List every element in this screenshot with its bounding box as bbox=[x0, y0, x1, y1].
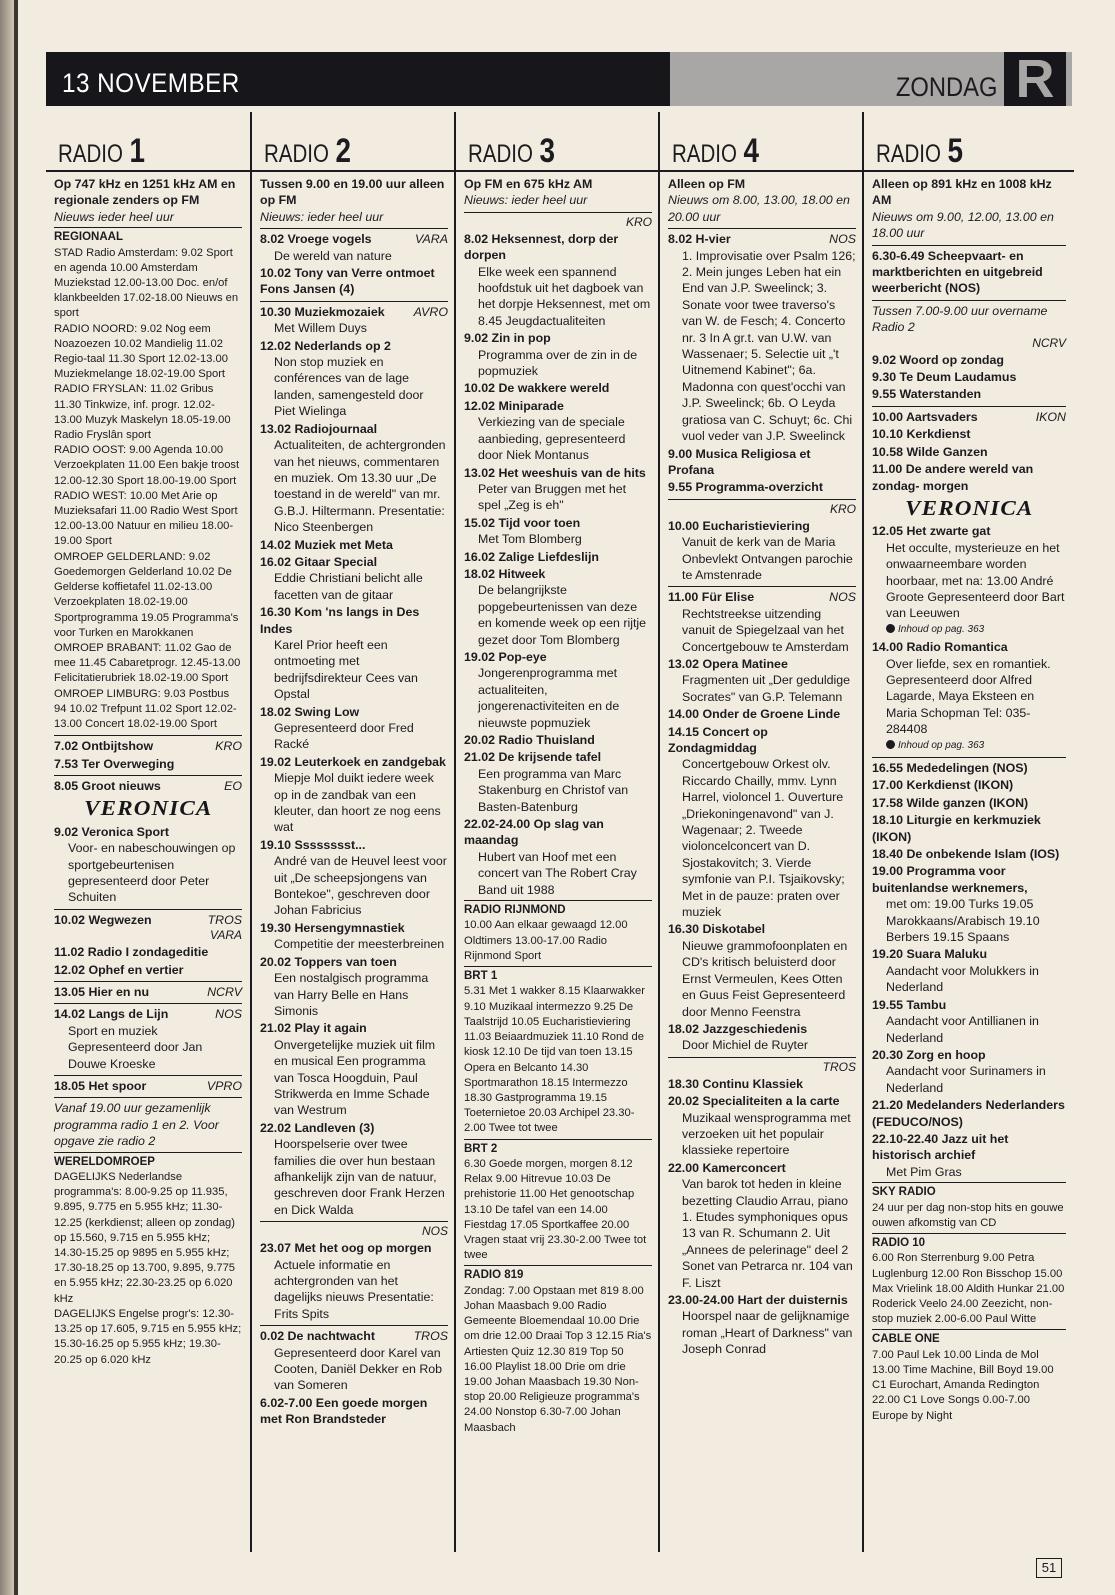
program-title: 12.02 Nederlands op 2 bbox=[260, 338, 391, 353]
program-title: 9.55 Programma-overzicht bbox=[668, 480, 823, 495]
program-title: 18.02 Hitweek bbox=[464, 566, 546, 581]
program-title: 9.02 Woord op zondag bbox=[872, 352, 1004, 367]
program-title: 22.02-24.00 Op slag van maandag bbox=[464, 817, 604, 848]
station-heading bbox=[660, 112, 864, 172]
program-entry bbox=[260, 228, 448, 247]
program-description: Een programma van Marc Stakenburg en Christof van Basten-Batenburg bbox=[478, 766, 629, 814]
program-title: 18.02 Jazzgeschiedenis bbox=[668, 1021, 808, 1036]
program-description: Van barok tot heden in kleine bezetting Claudio Arrau, piano 1. Etudes symphoniques opus 13 van R. Schumann 2. Uit „Annees de pelerinage" deel 2 Sonet van Petrarca nr. 104 van F. Liszt bbox=[682, 1177, 853, 1290]
regional-listing: RADIO WEST: 10.00 Met Arie op Muzieksafari 11.00 Radio West Sport 12.00-13.00 Natuur en milieu 18.00-19.00 Sport bbox=[54, 489, 238, 548]
regional-listing: DAGELIJKS Nederlandse programma's: 8.00-9.25 op 11.935, 9.895, 9.775 en 5.955 kHz; 11.30-12.25 (kerkdienst; alleen op zondag) op 15.560, 9.715 en 5.955 kHz; 14.30-15.25 op 9895 en 5.955 kHz; 17.30-18.25 op 13.700, 9.895, 9.775 en 5.955 kHz; 22.30-23.25 op 6.020 kHz bbox=[54, 1171, 236, 1305]
broadcaster-label: NOS bbox=[215, 1007, 242, 1022]
program-title: 10.00 Aartsvaders bbox=[872, 409, 978, 424]
program-title: 7.02 Ontbijtshow bbox=[54, 739, 154, 754]
program-title: 8.02 H-vier bbox=[668, 232, 731, 247]
section-heading: CABLE ONE bbox=[872, 1329, 1066, 1347]
broadcaster-label: TROS bbox=[413, 1329, 448, 1344]
program-title: 23.00-24.00 Hart der duisternis bbox=[668, 1293, 848, 1307]
broadcaster-label: KRO bbox=[464, 212, 652, 230]
program-description: Een nostalgisch programma van Harry Belle en Hans Simonis bbox=[274, 971, 429, 1018]
schedule-grid bbox=[46, 112, 1072, 1552]
program-title: 23.07 Met het oog op morgen bbox=[260, 1241, 432, 1256]
station-column-radio-4 bbox=[658, 112, 864, 1552]
page-spine-edge bbox=[14, 0, 18, 1595]
station-name: RADIO bbox=[672, 140, 737, 168]
station-column-radio-1 bbox=[46, 112, 250, 1552]
program-description: Actualiteiten, de achtergronden van het nieuws, commentaren en muziek. Om 13.30 uur „De toestand in de wereld" van mr. G.B.J. Hiltermann. Presentatie: Nico Steenbergen bbox=[274, 438, 446, 535]
regional-listing: 7.00 Paul Lek 10.00 Linda de Mol 13.00 Time Machine, Bill Boyd 19.00 C1 Eurochart, Amanda Redington 22.00 C1 Love Songs 0.00-7.00 Europe by Night bbox=[872, 1348, 1054, 1422]
broadcaster-label: NCRV bbox=[1032, 335, 1066, 350]
program-title: 18.05 Het spoor bbox=[54, 1079, 147, 1094]
program-description: Met Tom Blomberg bbox=[478, 532, 582, 547]
station-heading bbox=[252, 112, 456, 172]
program-title: 11.00 De andere wereld van zondag- morgen bbox=[872, 462, 1034, 493]
program-description: Non stop muziek en conférences van de lage landen, samengesteld door Piet Wielinga bbox=[274, 355, 424, 419]
station-name: RADIO bbox=[264, 140, 329, 168]
station-number: 3 bbox=[539, 132, 556, 170]
station-column-radio-2 bbox=[250, 112, 456, 1552]
program-description: Miepje Mol duikt iedere week op in de zandbak van een kleuter, dan hoort ze nog eens wat bbox=[274, 771, 441, 835]
news-info: Nieuws om 9.00, 12.00, 13.00 en 18.00 uur bbox=[872, 209, 1054, 241]
program-description: Eddie Christiani belicht alle facetten van de gitaar bbox=[274, 571, 423, 602]
program-title: 21.02 De krijsende tafel bbox=[464, 750, 602, 765]
program-title: 10.10 Kerkdienst bbox=[872, 427, 971, 442]
program-entry bbox=[872, 406, 1066, 425]
section-heading: BRT 2 bbox=[464, 1139, 652, 1157]
program-title: 17.58 Wilde ganzen (IKON) bbox=[872, 795, 1029, 810]
station-number: 4 bbox=[743, 132, 760, 170]
station-heading bbox=[864, 112, 1074, 172]
news-info: Vanaf 19.00 uur gezamenlijk programma radio 1 en 2. Voor opgave zie radio 2 bbox=[54, 1097, 242, 1149]
radio-section-mark: R bbox=[1004, 52, 1066, 106]
program-title: 13.02 Opera Matinee bbox=[668, 656, 788, 671]
program-description: Met Pim Gras bbox=[886, 1164, 962, 1179]
program-title: 19.02 Pop-eye bbox=[464, 649, 547, 664]
broadcaster-label: VARA bbox=[414, 232, 448, 247]
frequency-info: Op FM en 675 kHz AM bbox=[464, 177, 593, 191]
frequency-info: Tussen 9.00 en 19.00 uur alleen op FM bbox=[260, 177, 445, 208]
program-description: Elke week een spannend hoofdstuk uit het dagboek van het dorpje Heksennest, met om 8.45 Jeugdactualiteiten bbox=[478, 264, 651, 328]
day-header bbox=[670, 49, 1072, 109]
program-title: 12.02 Ophef en vertier bbox=[54, 962, 184, 977]
station-title bbox=[468, 132, 555, 171]
program-title: 10.02 Tony van Verre ontmoet Fons Jansen (4) bbox=[260, 266, 435, 297]
station-title bbox=[672, 132, 759, 171]
station-name: RADIO bbox=[468, 140, 533, 168]
program-description: Gepresenteerd door Karel van Cooten, Daniël Dekker en Rob van Someren bbox=[274, 1345, 443, 1393]
program-title: 10.30 Muziekmozaiek bbox=[260, 304, 385, 319]
regional-listing: 6.00 Ron Sterrenburg 9.00 Petra Luglenburg 12.00 Ron Bisschop 15.00 Max Vrielink 18.00 Aldith Hunkar 21.00 Roderick Veelo 24.00 Zeezicht, non-stop muziek 2.00-6.00 Paul Witte bbox=[872, 1252, 1065, 1326]
info-text: Inhoud op pag. 363 bbox=[898, 623, 985, 635]
program-description: Voor- en nabeschouwingen op sportgebeurtenisen gepresenteerd door Peter Schuiten bbox=[68, 841, 236, 905]
program-description: Door Michiel de Ruyter bbox=[682, 1038, 809, 1053]
program-description: Aandacht voor Surinamers in Nederland bbox=[886, 1064, 1046, 1095]
program-title: 12.02 Miniparade bbox=[464, 398, 564, 413]
program-title: 14.02 Muziek met Meta bbox=[260, 537, 393, 552]
broadcaster-label: KRO bbox=[668, 499, 856, 517]
section-heading: RADIO 10 bbox=[872, 1233, 1066, 1251]
regional-listing: DAGELIJKS Engelse progr's: 12.30-13.25 op 17.605, 9.715 en 5.955 kHz; 15.30-16.25 op 5.955 kHz; 19.30-20.25 op 6.020 kHz bbox=[54, 1307, 242, 1366]
program-title: 6.02-7.00 Een goede morgen met Ron Brandsteder bbox=[260, 1395, 428, 1427]
program-title: 14.00 Onder de Groene Linde bbox=[668, 707, 841, 722]
program-description: Muzikaal wensprogramma met verzoeken uit het populair klassieke repertoire bbox=[682, 1110, 851, 1158]
info-icon bbox=[886, 740, 895, 749]
program-description: Karel Prior heeft een ontmoeting met bedrijfsdirekteur Cees van Opstal bbox=[274, 637, 418, 702]
info-reference bbox=[872, 738, 1066, 754]
program-title: 13.02 Radiojournaal bbox=[260, 421, 378, 436]
program-title: 16.02 Zalige Liefdeslijn bbox=[464, 549, 599, 564]
program-title: 10.02 Wegwezen bbox=[54, 912, 152, 927]
program-description: Programma over de zin in de popmuziek bbox=[478, 347, 638, 379]
broadcaster-label: TROS bbox=[668, 1057, 856, 1075]
program-title: 17.00 Kerkdienst (IKON) bbox=[872, 778, 1014, 793]
program-title: 19.30 Hersengymnastiek bbox=[260, 920, 405, 935]
station-heading bbox=[456, 112, 660, 172]
regional-listing: 5.31 Met 1 wakker 8.15 Klaarwakker 9.10 Muzikaal intermezzo 9.25 De Taalstrijd 10.05 Eucharistieviering 11.03 Beiaardmuziek 11.10 Rond de kiosk 12.10 De tijd van toen 13.15 Opera en Belcanto 14.30 Sportmarathon 18.15 Intermezzo 18.30 Gastprogramma 19.15 Toeternietoe 20.03 Archipel 23.30-2.00 Twee tot twee bbox=[464, 985, 645, 1135]
station-title bbox=[876, 132, 963, 171]
veronica-logo bbox=[872, 495, 1066, 520]
news-info: Nieuws: ieder heel uur bbox=[260, 209, 384, 224]
program-description: Hoorspelserie over twee families die over hun bestaan afhankelijk zijn van de natuur, geschreven door Frank Herzen en Dick Walda bbox=[274, 1137, 445, 1217]
program-description: Rechtstreekse uitzending vanuit de Spiegelzaal van het Concertgebouw te Amsterdam bbox=[682, 606, 849, 654]
frequency-info: Op 747 kHz en 1251 kHz AM en regionale zenders op FM bbox=[54, 177, 236, 208]
page-number: 51 bbox=[1036, 1558, 1062, 1578]
program-entry bbox=[54, 1075, 242, 1094]
section-heading: REGIONAAL bbox=[54, 227, 242, 245]
program-title: 19.20 Suara Maluku bbox=[872, 947, 988, 962]
station-heading bbox=[46, 112, 250, 172]
program-description: Actuele informatie en achtergronden van het dagelijks nieuws Presentatie: Frits Spits bbox=[274, 1257, 434, 1321]
station-name: RADIO bbox=[58, 140, 123, 168]
program-description: Competitie der meesterbreinen bbox=[274, 937, 445, 952]
broadcaster-label: KRO bbox=[215, 739, 242, 754]
broadcaster-label: NOS bbox=[829, 590, 856, 605]
station-column-radio-5 bbox=[862, 112, 1074, 1552]
veronica-logo bbox=[54, 796, 242, 821]
station-title bbox=[58, 132, 145, 171]
info-icon bbox=[886, 624, 895, 633]
program-entry bbox=[260, 1325, 448, 1344]
section-heading: WERELDOMROEP bbox=[54, 1152, 242, 1170]
program-description: Het occulte, mysterieuze en het onwaarneembare worden hoorbaar, met na: 13.00 André Groote Gepresenteerd door Bart van Leeuwen bbox=[886, 540, 1065, 621]
program-entry bbox=[54, 775, 242, 794]
program-entry bbox=[54, 735, 242, 754]
program-title: 8.02 Heksennest, dorp der dorpen bbox=[464, 231, 619, 263]
program-description: 1. Improvisatie over Psalm 126; 2. Mein junges Leben hat ein End van J.P. Sweelinck; 3. Sonate voor twee traverso's van W. de Fesch; 4. Concerto nr. 3 In A gr.t. van U.W. van Wassenaer; 5. Selectie uit „'t Uitnemend Kabinet"; 6a. Madonna con quest'occhi van J.P. Sweelinck; 6b. O Leyda gratiosa van C. Schuyt; 6c. Chi vuol veder van J.P. Sweelinck bbox=[682, 248, 856, 444]
section-heading: SKY RADIO bbox=[872, 1182, 1066, 1200]
program-title: 12.05 Het zwarte gat bbox=[872, 524, 991, 539]
program-title: 10.02 De wakkere wereld bbox=[464, 381, 610, 396]
program-title: 6.30-6.49 Scheepvaart- en marktberichten en uitgebreid weerbericht (NOS) bbox=[872, 245, 1066, 297]
section-heading: BRT 1 bbox=[464, 966, 652, 984]
program-title: 21.02 Play it again bbox=[260, 1021, 367, 1036]
program-title: 13.05 Hier en nu bbox=[54, 985, 150, 999]
regional-listing: OMROEP BRABANT: 11.02 Gao de mee 11.45 Cabaretprogr. 12.45-13.00 Felicitatierubriek 18.02-19.00 Sport bbox=[54, 641, 241, 685]
day-label: ZONDAG bbox=[896, 72, 998, 102]
info-reference bbox=[872, 622, 1066, 638]
regional-listing: RADIO OOST: 9.00 Agenda 10.00 Verzoekplaten 11.00 Een bakje troost 12.00-12.30 Sport 18.00-19.00 Sport bbox=[54, 444, 240, 487]
station-column-radio-3 bbox=[454, 112, 660, 1552]
program-title: 18.10 Liturgie en kerkmuziek (IKON) bbox=[872, 813, 1041, 844]
program-title: 16.30 Diskotabel bbox=[668, 922, 766, 937]
program-title: 19.02 Leuterkoek en zandgebak bbox=[260, 754, 446, 769]
program-title: 20.02 Radio Thuisland bbox=[464, 733, 595, 747]
program-description: André van de Heuvel leest voor uit „De scheepsjongens van Bontekoe", geschreven door Johan Fabricius bbox=[274, 854, 447, 918]
program-title: 10.58 Wilde Ganzen bbox=[872, 444, 988, 459]
program-title: 22.02 Landleven (3) bbox=[260, 1120, 375, 1135]
station-number: 5 bbox=[947, 132, 964, 170]
section-heading: RADIO 819 bbox=[464, 1265, 652, 1283]
program-title: 18.40 De onbekende Islam (IOS) bbox=[872, 847, 1060, 862]
news-info: Tussen 7.00-9.00 uur overname Radio 2 bbox=[872, 300, 1066, 336]
program-title: 9.30 Te Deum Laudamus bbox=[872, 370, 1017, 385]
program-title: 22.10-22.40 Jazz uit het historisch archief bbox=[872, 1131, 1009, 1163]
regional-listing: OMROEP LIMBURG: 9.03 Postbus 94 10.02 Trefpunt 11.02 Sport 12.02-13.00 Concert 18.02-19.00 Sport bbox=[54, 687, 237, 730]
broadcaster-label: VPRO bbox=[206, 1079, 242, 1094]
date-header bbox=[46, 52, 670, 106]
program-title: 21.20 Medelanders Nederlanders (FEDUCO/NOS) bbox=[872, 1098, 1065, 1129]
program-title: 19.55 Tambu bbox=[872, 997, 947, 1012]
broadcaster-label: IKON bbox=[1035, 409, 1066, 424]
program-description: Aandacht voor Antillianen in Nederland bbox=[886, 1014, 1039, 1045]
program-title: 13.02 Het weeshuis van de hits bbox=[464, 465, 646, 480]
broadcaster-label: AVRO bbox=[413, 304, 448, 319]
program-entry bbox=[54, 981, 242, 1000]
program-title: 19.00 Programma voor buitenlandse werknemers, bbox=[872, 864, 1028, 895]
program-title: 7.53 Ter Overweging bbox=[54, 756, 175, 771]
date-label: 13 NOVEMBER bbox=[62, 68, 240, 98]
program-description: Sport en muziek Gepresenteerd door Jan Douwe Kroeske bbox=[68, 1023, 203, 1071]
program-description: Nieuwe grammofoonplaten en CD's kritisch beluisterd door Ernst Vermeulen, Kees Otten en Guus Feist Gepresenteerd door Menno Feenstra bbox=[682, 938, 848, 1019]
program-description: Fragmenten uit „Der geduldige Socrates" van G.P. Telemann bbox=[682, 673, 851, 704]
program-title: 19.10 Sssssssst... bbox=[260, 837, 366, 852]
program-title: 16.30 Kom 'ns langs in Des Indes bbox=[260, 605, 420, 636]
program-title: 14.15 Concert op Zondagmiddag bbox=[668, 724, 768, 755]
program-title: 8.02 Vroege vogels bbox=[260, 232, 372, 247]
program-title: 20.30 Zorg en hoop bbox=[872, 1047, 986, 1062]
program-description: Peter van Bruggen met het spel „Zeg is eh" bbox=[478, 481, 627, 513]
program-description: Vanuit de kerk van de Maria Onbevlekt Ontvangen parochie te Amstenrade bbox=[682, 535, 853, 582]
program-description: Gepresenteerd door Fred Racké bbox=[274, 721, 414, 752]
program-entry bbox=[54, 909, 242, 928]
station-title bbox=[264, 132, 351, 171]
broadcaster-label: EO bbox=[224, 778, 242, 793]
program-title: 9.55 Waterstanden bbox=[872, 387, 982, 402]
frequency-info: Alleen op FM bbox=[668, 177, 746, 191]
program-description: De wereld van nature bbox=[274, 248, 392, 263]
program-entry bbox=[668, 586, 856, 605]
program-title: 9.02 Zin in pop bbox=[464, 331, 551, 346]
station-name: RADIO bbox=[876, 140, 941, 168]
program-title: 14.00 Radio Romantica bbox=[872, 640, 1008, 655]
broadcaster-label: NOS bbox=[829, 232, 856, 247]
regional-listing: 10.00 Aan elkaar gewaagd 12.00 Oldtimers 13.00-17.00 Radio Rijnmond Sport bbox=[464, 919, 628, 962]
regional-listing: RADIO NOORD: 9.02 Nog eem Noazoezen 10.02 Mandielig 11.02 Regio-taal 11.30 Sport 12.02-13.00 Muziekmelange 18.02-19.00 Sport bbox=[54, 322, 228, 381]
regional-listing: OMROEP GELDERLAND: 9.02 Goedemorgen Gelderland 10.02 De Gelderse koffietafel 11.02-13.00 Verzoekplaten 18.02-19.00 Sportprogramma 19.05 Programma's voor Turken en Marokkanen bbox=[54, 550, 239, 639]
program-title: 11.00 Für Elise bbox=[668, 590, 755, 605]
program-title: 14.02 Langs de Lijn bbox=[54, 1007, 169, 1022]
program-title: 20.02 Toppers van toen bbox=[260, 954, 397, 969]
veronica-logo-text: VERONICA bbox=[83, 796, 213, 821]
program-description: Onvergetelijke muziek uit film en musical Een programma van Tosca Hoogduin, Paul Strikwerda en Imme Schade van Westrum bbox=[274, 1037, 436, 1118]
broadcaster-label: NOS bbox=[260, 1221, 448, 1239]
program-entry bbox=[668, 228, 856, 247]
program-description: Jongerenprogramma met actualiteiten, jongerenactiviteiten en de nieuwste popmuziek bbox=[478, 666, 620, 730]
program-description: Hoorspel naar de gelijknamige roman „Heart of Darkness" van Joseph Conrad bbox=[682, 1309, 853, 1357]
program-description: De belangrijkste popgebeurtenissen van deze en komende week op een rijtje gezet door Tom Blomberg bbox=[478, 583, 647, 647]
station-number: 2 bbox=[335, 132, 352, 170]
program-title: 22.00 Kamerconcert bbox=[668, 1160, 786, 1175]
news-info: Nieuws om 8.00, 13.00, 18.00 en 20.00 uur bbox=[668, 193, 850, 224]
program-title: 8.05 Groot nieuws bbox=[54, 778, 161, 793]
program-entry bbox=[260, 301, 448, 320]
program-title: 18.30 Continu Klassiek bbox=[668, 1076, 803, 1091]
regional-listing: Zondag: 7.00 Opstaan met 819 8.00 Johan Maasbach 9.00 Radio Gemeente Bloemendaal 10.00 Drie om drie 12.00 Draai Top 3 12.15 Ria's Artiesten Quiz 12.30 819 Top 50 16.00 Playlist 18.00 Drie om drie 19.00 Johan Maasbach 19.30 Non-stop 20.00 Religieuze programma's 24.00 Nonstop 6.30-7.00 Johan Maasbach bbox=[464, 1284, 652, 1434]
program-title: 9.00 Musica Religiosa et Profana bbox=[668, 446, 811, 477]
program-title: 9.02 Veronica Sport bbox=[54, 824, 170, 839]
broadcaster-label: NCRV bbox=[207, 985, 242, 999]
program-description: Concertgebouw Orkest olv. Riccardo Chailly, mmv. Lynn Harrel, violoncel 1. Ouverture „Driekoningenavond" van J. Wagenaar; 2. Tweede violoncelconcert van D. Sjostakovitch; 3. Vierde symfonie van P.I. Tsjaikovsky; Met in de pauze: praten over muziek bbox=[682, 757, 845, 920]
broadcaster-label: VARA bbox=[209, 928, 242, 943]
program-title: 16.55 Mededelingen (NOS) bbox=[872, 757, 1066, 776]
program-title: 10.00 Eucharistieviering bbox=[668, 518, 810, 533]
program-description: Hubert van Hoof met een concert van The Robert Cray Band uit 1988 bbox=[478, 849, 637, 897]
broadcaster-label: TROS bbox=[207, 912, 242, 927]
frequency-info: Alleen op 891 kHz en 1008 kHz AM bbox=[872, 177, 1052, 208]
program-title: 18.02 Swing Low bbox=[260, 704, 360, 719]
program-title: 0.02 De nachtwacht bbox=[260, 1329, 376, 1344]
regional-listing: RADIO FRYSLAN: 11.02 Gribus 11.30 Tinkwize, inf. progr. 12.02-13.00 Muzyk Maskelyn 18.05-19.00 Radio Fryslân sport bbox=[54, 383, 231, 442]
veronica-logo-text: VERONICA bbox=[904, 495, 1034, 520]
station-number: 1 bbox=[129, 132, 146, 170]
regional-listing: STAD Radio Amsterdam: 9.02 Sport en agenda 10.00 Amsterdam Muziekstad 12.00-13.00 Doc. en/of klankbeelden 17.02-18.00 Nieuws en sport bbox=[54, 246, 239, 320]
program-title: 15.02 Tijd voor toen bbox=[464, 515, 581, 530]
program-description: Aandacht voor Molukkers in Nederland bbox=[886, 963, 1039, 995]
news-info: Nieuws ieder heel uur bbox=[54, 209, 174, 224]
program-description: met om: 19.00 Turks 19.05 Marokkaans/Arabisch 19.10 Berbers 19.15 Spaans bbox=[886, 897, 1040, 945]
regional-listing: 24 uur per dag non-stop hits en gouwe ouwen afkomstig van CD bbox=[872, 1201, 1064, 1229]
program-entry bbox=[54, 1003, 242, 1022]
program-title: 16.02 Gitaar Special bbox=[260, 554, 378, 569]
program-description: Over liefde, sex en romantiek. Gepresenteerd door Alfred Lagarde, Maya Eksteen en Maria Schopman Tel: 035-284408 bbox=[886, 656, 1051, 737]
program-description: Met Willem Duys bbox=[274, 321, 367, 336]
page-spine bbox=[0, 0, 14, 1595]
program-title: 20.02 Specialiteiten a la carte bbox=[668, 1094, 840, 1109]
section-heading: RADIO RIJNMOND bbox=[464, 900, 652, 918]
news-info: Nieuws: ieder heel uur bbox=[464, 193, 588, 208]
program-description: Verkiezing van de speciale aanbieding, gepresenteerd door Niek Montanus bbox=[478, 415, 626, 463]
regional-listing: 6.30 Goede morgen, morgen 8.12 Relax 9.00 Hitrevue 10.03 De prehistorie 11.00 Het genootschap 13.10 De tafel van een 14.00 Fiestdag 17.05 Sportkaffee 20.00 Vragen staat vrij 23.30-2.00 Twee tot twee bbox=[464, 1157, 647, 1262]
info-text: Inhoud op pag. 363 bbox=[898, 739, 985, 751]
program-title: 11.02 Radio I zondageditie bbox=[54, 945, 209, 960]
